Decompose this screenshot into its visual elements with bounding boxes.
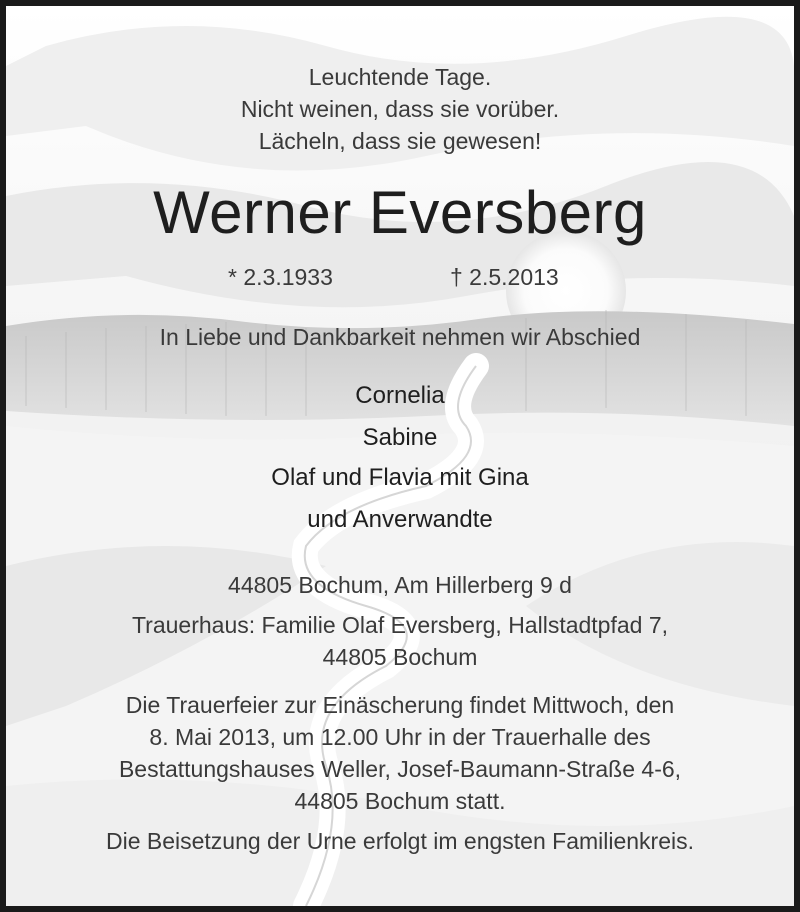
motto-line-3: Lächeln, dass sie gewesen! [258, 128, 542, 154]
family-member: Sabine [362, 424, 438, 451]
ceremony-line-1: Die Trauerfeier zur Einäscherung findet Mittwoch, den [125, 692, 675, 718]
address: 44805 Bochum, Am Hillerberg 9 d [228, 572, 572, 598]
ceremony-line-2: 8. Mai 2013, um 12.00 Uhr in der Trauerhalle des [149, 724, 651, 750]
motto-line-2: Nicht weinen, dass sie vorüber. [240, 96, 560, 122]
farewell-intro: In Liebe und Dankbarkeit nehmen wir Abschied [159, 324, 641, 350]
death-date: † 2.5.2013 [450, 264, 559, 290]
obituary-content [6, 6, 794, 906]
ceremony-line-3: Bestattungshauses Weller, Josef-Baumann-Straße 4-6, [118, 756, 682, 782]
family-member: Cornelia [355, 382, 445, 409]
burial-note: Die Beisetzung der Urne erfolgt im engsten Familienkreis. [105, 828, 695, 854]
ceremony-line-4: 44805 Bochum statt. [294, 788, 506, 814]
family-member: und Anverwandte [307, 506, 493, 533]
deceased-name: Werner Eversberg [153, 179, 647, 246]
trauerhaus-line-1: Trauerhaus: Familie Olaf Eversberg, Hallstadtpfad 7, [131, 612, 669, 638]
trauerhaus-line-2: 44805 Bochum [322, 644, 478, 670]
birth-date: * 2.3.1933 [228, 264, 333, 290]
motto-line-1: Leuchtende Tage. [308, 64, 492, 90]
life-dates [6, 264, 794, 294]
family-member: Olaf und Flavia mit Gina [271, 464, 529, 491]
